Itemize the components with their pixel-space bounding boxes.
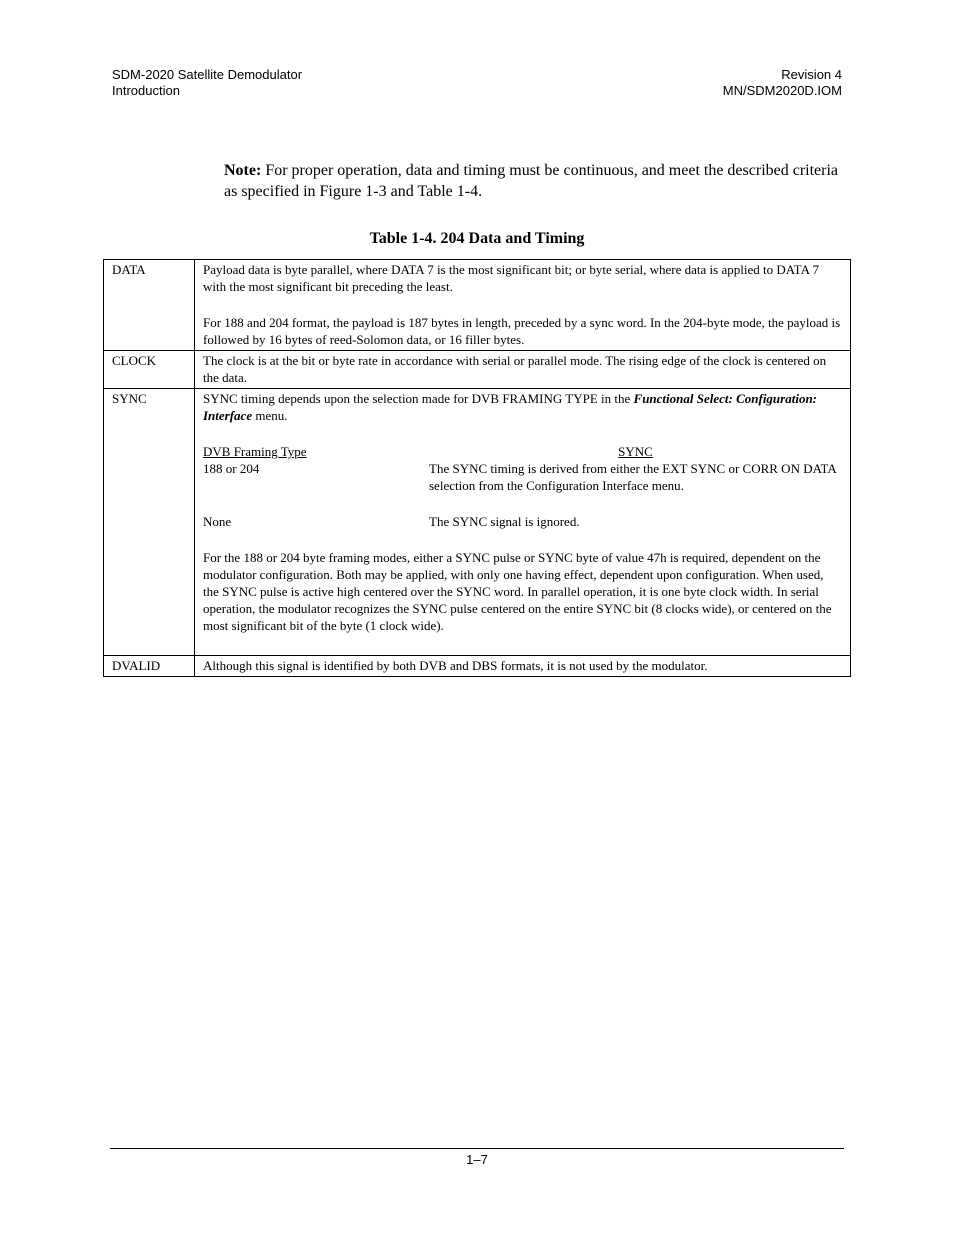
chapter-name: Introduction (112, 83, 180, 98)
signal-name-dvalid: DVALID (104, 656, 195, 677)
data-timing-table (103, 259, 851, 677)
framing-type-header (203, 443, 842, 460)
data-paragraph-1: Payload data is byte parallel, where DATA 7 is the most significant bit; or byte serial, where data is applied to DATA 7 with the most significant bit preceding the least. (203, 262, 819, 294)
table-row-data (104, 260, 851, 351)
framing-type-column-heading: DVB Framing Type (203, 444, 307, 459)
sync-intro-end: menu. (252, 408, 288, 423)
note-paragraph (224, 160, 844, 202)
signal-description-dvalid (195, 656, 851, 677)
sync-intro-text: SYNC timing depends upon the selection made for DVB FRAMING TYPE in the (203, 391, 634, 406)
sync-menu-path: Functional Select: Configuration: Interface (203, 391, 818, 423)
footer-rule (110, 1148, 844, 1149)
table-row-dvalid (104, 656, 851, 677)
framing-type-value: None (203, 514, 232, 529)
data-paragraph-2: For 188 and 204 format, the payload is 187 bytes in length, preceded by a sync word. In the 204-byte mode, the payload is followed by 16 bytes of reed-Solomon data, or 16 filler bytes. (203, 315, 841, 347)
table-row-clock (104, 351, 851, 389)
page-header-right (723, 67, 842, 99)
table-row-sync (104, 389, 851, 656)
framing-type-row (203, 513, 842, 530)
note-text: For proper operation, data and timing must be continuous, and meet the described criteria as specified in Figure 1-3 and Table 1-4. (224, 162, 839, 200)
table-caption: Table 1-4. 204 Data and Timing (369, 230, 585, 247)
sync-intro (203, 390, 842, 424)
signal-name-clock: CLOCK (104, 351, 195, 389)
signal-name-data: DATA (104, 260, 195, 351)
page-header-left (112, 67, 302, 99)
revision-label: Revision 4 (781, 67, 842, 82)
framing-type-value: 188 or 204 (203, 461, 260, 476)
signal-description-data (195, 260, 851, 351)
signal-description-sync (195, 389, 851, 656)
framing-type-description: The SYNC signal is ignored. (429, 514, 580, 529)
note-label: Note: (224, 162, 262, 179)
sync-column-heading: SYNC (618, 444, 653, 459)
clock-paragraph-1: The clock is at the bit or byte rate in accordance with serial or parallel mode. The rising edge of the clock is centered on the data. (203, 353, 827, 385)
page-number: 1–7 (466, 1152, 488, 1167)
signal-description-clock (195, 351, 851, 389)
manual-title: SDM-2020 Satellite Demodulator (112, 67, 303, 82)
framing-type-description: The SYNC timing is derived from either the EXT SYNC or CORR ON DATA selection from the Configuration Interface menu. (429, 461, 837, 493)
dvalid-paragraph-1: Although this signal is identified by both DVB and DBS formats, it is not used by the modulator. (203, 658, 708, 673)
signal-name-sync: SYNC (104, 389, 195, 656)
sync-paragraph-last: For the 188 or 204 byte framing modes, either a SYNC pulse or SYNC byte of value 47h is required, dependent on the modulator configuration. Both may be applied, with only one having effect, dependent upon configuration. When used, the SYNC pulse is active high centered over the SYNC word. In parallel operation, it is one byte clock width. In serial operation, the modulator recognizes the SYNC pulse centered on the entire SYNC bit (8 clocks wide), or centered on the most significant bit of the byte (1 clock wide). (203, 550, 832, 633)
document-number: MN/SDM2020D.IOM (722, 83, 842, 98)
framing-type-row (203, 460, 842, 494)
